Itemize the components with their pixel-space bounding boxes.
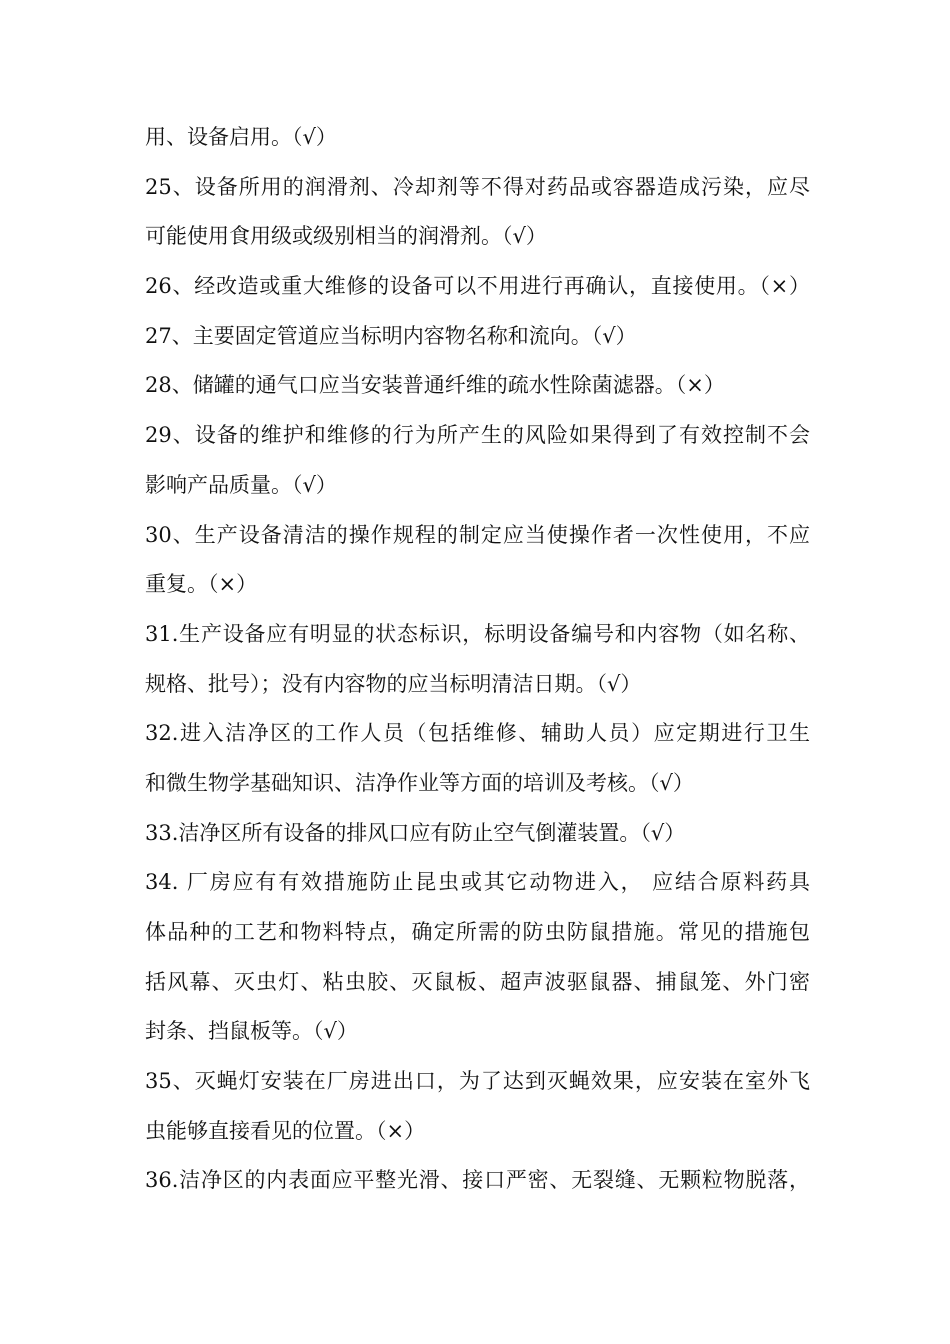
text-line: 29、设备的维护和维修的行为所产生的风险如果得到了有效控制不会 [145, 423, 810, 448]
text-line: 用、设备启用。（√） [145, 125, 337, 149]
text-line: 和微生物学基础知识、洁净作业等方面的培训及考核。（√） [145, 770, 694, 795]
text-line: 影响产品质量。（√） [145, 472, 337, 497]
text-line: 34. 厂房应有有效措施防止昆虫或其它动物进入， 应结合原料药具 [145, 870, 810, 895]
text-line: 30、生产设备清洁的操作规程的制定应当使操作者一次性使用，不应 [145, 522, 810, 547]
text-line: 28、储罐的通气口应当安装普通纤维的疏水性除菌滤器。（×） [145, 373, 725, 398]
text-line: 36.洁净区的内表面应平整光滑、接口严密、无裂缝、无颗粒物脱落， [145, 1168, 810, 1193]
text-line: 体品种的工艺和物料特点，确定所需的防虫防鼠措施。常见的措施包 [145, 920, 810, 944]
text-line: 27、主要固定管道应当标明内容物名称和流向。（√） [145, 323, 637, 348]
text-line: 26、经改造或重大维修的设备可以不用进行再确认，直接使用。（×） [145, 274, 810, 299]
text-line: 31.生产设备应有明显的状态标识，标明设备编号和内容物（如名称、 [145, 621, 810, 646]
text-line: 封条、挡鼠板等。（√） [145, 1019, 358, 1044]
text-line: 重复。（×） [145, 572, 258, 597]
text-line: 规格、批号）；没有内容物的应当标明清洁日期。（√） [145, 671, 642, 696]
text-line: 33.洁净区所有设备的排风口应有防止空气倒灌装置。（√） [145, 820, 686, 845]
text-line: 括风幕、灭虫灯、粘虫胶、灭鼠板、超声波驱鼠器、捕鼠笼、外门密 [145, 969, 810, 994]
document-body [145, 113, 810, 1206]
text-line: 虫能够直接看见的位置。（×） [145, 1118, 426, 1143]
text-line: 35、灭蝇灯安装在厂房进出口，为了达到灭蝇效果，应安装在室外飞 [145, 1069, 810, 1094]
text-line: 可能使用食用级或级别相当的润滑剂。（√） [145, 224, 547, 249]
text-line: 25、设备所用的润滑剂、冷却剂等不得对药品或容器造成污染，应尽 [145, 174, 810, 199]
text-line: 32.进入洁净区的工作人员（包括维修、辅助人员）应定期进行卫生 [145, 721, 810, 746]
